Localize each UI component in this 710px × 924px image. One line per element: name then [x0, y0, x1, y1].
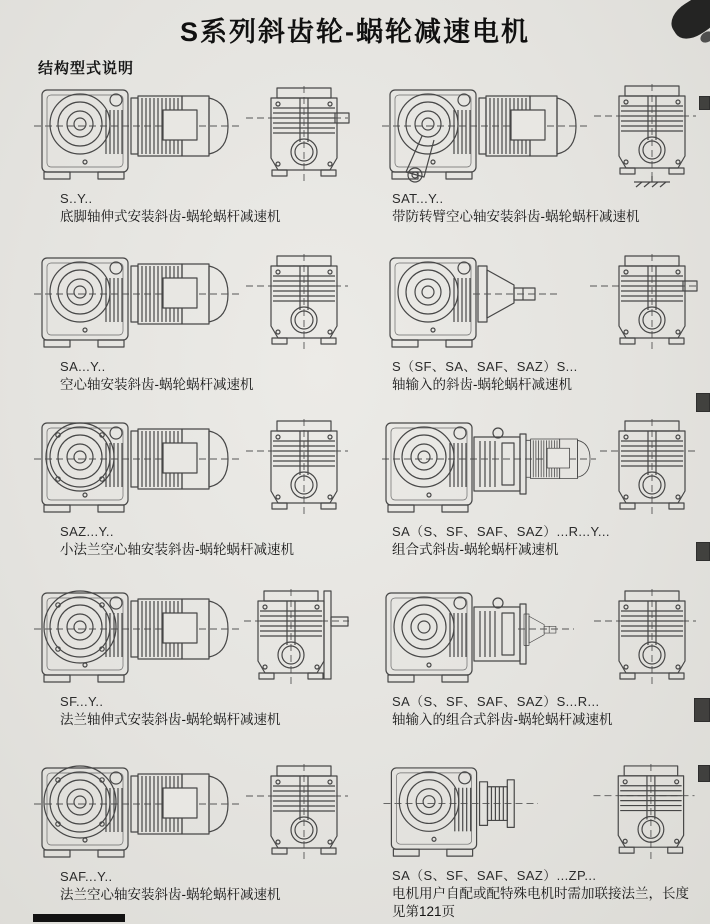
model-code: S（SF、SA、SAF、SAZ）S...	[392, 359, 578, 374]
model-code: S..Y..	[60, 191, 93, 206]
model-description: 组合式斜齿-蜗轮蜗杆减速机	[392, 541, 559, 557]
flange-hollow-shaft-gearmotor-drawing-icon	[30, 762, 350, 866]
model-cell-sa-y	[30, 252, 378, 417]
page-edge-tab	[698, 765, 710, 782]
hollow-shaft-gearmotor-drawing-icon	[30, 252, 350, 356]
model-description: 小法兰空心轴安装斜齿-蜗轮蜗杆减速机	[60, 541, 294, 557]
model-description: 电机用户自配或配特殊电机时需加联接法兰，长度见第121页	[392, 885, 689, 919]
model-cell-sat-y	[378, 84, 704, 252]
scan-artifact-bar	[33, 914, 125, 922]
model-cell-saz-y	[30, 417, 378, 587]
gearbox-side-icon	[391, 768, 476, 856]
gearbox-side-icon	[390, 258, 476, 347]
model-labels	[378, 523, 704, 559]
model-code: SAT...Y..	[392, 191, 444, 206]
intermediate-gearbox-icon	[474, 598, 526, 664]
model-description: 法兰空心轴安装斜齿-蜗轮蜗杆减速机	[60, 886, 281, 902]
model-code: SAZ...Y..	[60, 524, 114, 539]
model-description: 底脚轴伸式安装斜齿-蜗轮蜗杆减速机	[60, 208, 281, 224]
models-grid	[30, 84, 704, 921]
model-description: 轴输入的组合式斜齿-蜗轮蜗杆减速机	[392, 711, 613, 727]
intermediate-gearbox-icon	[474, 428, 526, 494]
model-code: SF...Y..	[60, 694, 104, 709]
model-cell-sf-y	[30, 587, 378, 762]
model-labels	[30, 693, 378, 729]
model-cell-saf-y	[30, 762, 378, 921]
gearbox-side-icon	[390, 90, 476, 179]
flange-gearmotor-drawing-icon	[30, 587, 350, 691]
flange-plate-icon	[324, 591, 331, 679]
model-cell-combined-shaft-input	[378, 587, 704, 762]
output-flange-icon	[44, 766, 116, 838]
page-title: S系列斜齿轮-蜗轮减速电机	[180, 17, 530, 47]
model-code: SA（S、SF、SAF、SAZ）...ZP...	[392, 868, 597, 884]
combined-gearmotor-drawing-icon	[378, 417, 698, 521]
gearbox-side-icon	[386, 423, 472, 512]
model-description: 法兰轴伸式安装斜齿-蜗轮蜗杆减速机	[60, 711, 281, 727]
catalog-page	[0, 10, 710, 921]
model-code: SAF...Y..	[60, 869, 113, 884]
model-description: 空心轴安装斜齿-蜗轮蜗杆减速机	[60, 376, 254, 392]
input-shaft-cone-icon	[524, 614, 556, 645]
small-flange-gearmotor-drawing-icon	[30, 417, 350, 521]
model-cell-zp	[378, 762, 704, 921]
gearbox-side-icon	[42, 423, 128, 512]
gearbox-side-icon	[42, 90, 128, 179]
foot-mounted-gearmotor-drawing-icon	[30, 84, 350, 188]
model-cell-combined-r-y	[378, 417, 704, 587]
page-edge-tab	[694, 698, 710, 722]
shaft-input-combined-drawing-icon	[378, 587, 698, 691]
model-cell-s-y	[30, 84, 378, 252]
model-labels	[378, 693, 704, 729]
torque-arm-gearmotor-drawing-icon	[378, 84, 698, 188]
model-labels	[30, 190, 378, 226]
model-description: 带防转臂空心轴安装斜齿-蜗轮蜗杆减速机	[392, 208, 640, 224]
model-labels	[378, 358, 704, 394]
zp-adapter-reducer-drawing-icon	[378, 762, 698, 865]
model-labels	[30, 868, 378, 904]
page-edge-tab	[696, 542, 710, 561]
gearbox-side-icon	[386, 593, 472, 682]
model-description: 轴输入的斜齿-蜗轮蜗杆减速机	[392, 376, 572, 392]
model-code: SA...Y..	[60, 359, 106, 374]
gearbox-side-icon	[42, 258, 128, 347]
output-shaft-icon	[331, 617, 348, 626]
shaft-input-reducer-drawing-icon	[378, 252, 698, 356]
model-cell-s-shaft-input	[378, 252, 704, 417]
page-edge-tab	[699, 96, 710, 110]
output-flange-icon	[44, 591, 116, 663]
model-labels	[30, 523, 378, 559]
model-labels	[378, 867, 704, 921]
section-heading: 结构型式说明	[38, 60, 135, 77]
page-edge-tab	[696, 393, 710, 412]
model-labels	[30, 358, 378, 394]
model-code: SA（S、SF、SAF、SAZ）...R...Y...	[392, 524, 610, 539]
model-code: SA（S、SF、SAF、SAZ）S...R...	[392, 694, 600, 709]
model-labels	[378, 190, 704, 226]
